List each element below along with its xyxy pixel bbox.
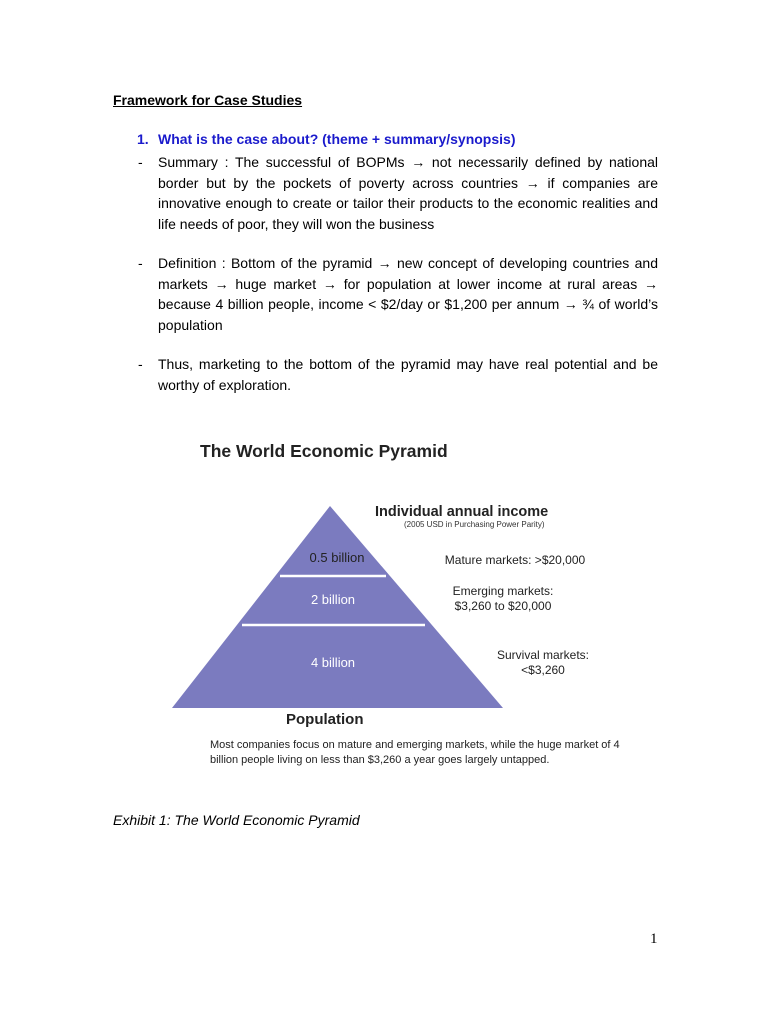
- bullet-dash: -: [138, 356, 143, 372]
- income-note: (2005 USD in Purchasing Power Parity): [404, 520, 545, 529]
- bullet-text: Summary : The successful of BOPMs → not necessarily defined by national border but by the pockets of poverty across countries → if companies are innovative enough to create or tailor their products to the economic realities and life needs of poor, they will won the business: [158, 154, 658, 232]
- tier-label-middle: 2 billion: [310, 592, 356, 607]
- tier-label-top: 0.5 billion: [309, 550, 365, 565]
- population-label: Population: [286, 711, 364, 728]
- figure-note: Most companies focus on mature and emerging markets, while the huge market of 4 billion people living on less than $3,260 a year goes largely untapped.: [210, 739, 620, 766]
- bullet-thus: [113, 354, 658, 395]
- question-text: What is the case about? (theme + summary/synopsis): [158, 131, 516, 147]
- bullet-summary: [113, 152, 658, 234]
- market-label-line: <$3,260: [521, 663, 565, 677]
- page-heading: Framework for Case Studies: [113, 92, 303, 108]
- question-number: 1.: [137, 131, 149, 147]
- tier-label-bottom: 4 billion: [310, 655, 356, 670]
- income-header: Individual annual income: [375, 504, 549, 520]
- bullet-definition: [113, 253, 658, 335]
- market-label-emerging: [438, 584, 568, 614]
- world-economic-pyramid-figure: [160, 436, 650, 796]
- market-label-mature: Mature markets: >$20,000: [444, 553, 586, 567]
- bullet-dash: -: [138, 255, 143, 271]
- figure-title: The World Economic Pyramid: [200, 441, 448, 461]
- market-label-line: $3,260 to $20,000: [454, 599, 552, 613]
- market-label-line: Emerging markets:: [452, 584, 554, 598]
- bullet-text: Definition : Bottom of the pyramid → new concept of developing countries and markets → huge market → for population at lower income at rural areas → because 4 billion people, income < $2/day or $1,200 per annum → ¾ of world’s population: [158, 255, 658, 333]
- market-label-line: Survival markets:: [496, 648, 590, 662]
- page-number: 1: [650, 931, 658, 947]
- bullet-text: Thus, marketing to the bottom of the pyramid may have real potential and be worthy of exploration.: [158, 356, 658, 393]
- market-label-survival: [478, 648, 608, 678]
- exhibit-caption: Exhibit 1: The World Economic Pyramid: [113, 812, 360, 828]
- question-1: [137, 131, 516, 147]
- bullet-dash: -: [138, 154, 143, 170]
